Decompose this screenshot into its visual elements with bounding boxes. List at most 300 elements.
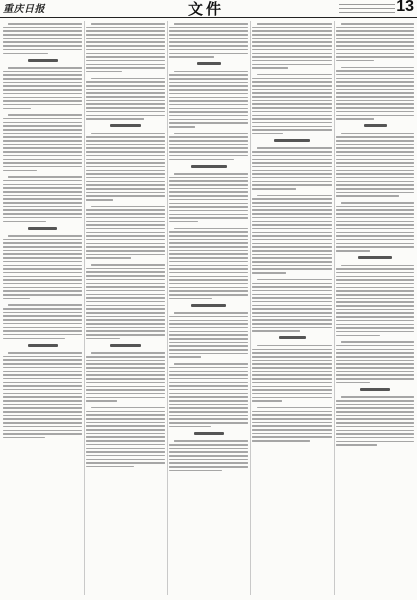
text-line (86, 294, 165, 296)
text-line (86, 53, 165, 55)
text-line (336, 213, 414, 215)
text-line (169, 74, 248, 76)
text-line (86, 170, 165, 172)
text-line (3, 155, 82, 157)
section-heading (252, 335, 332, 341)
text-line (252, 411, 332, 413)
text-line (252, 312, 332, 314)
text-line (336, 224, 414, 226)
text-line (3, 356, 82, 358)
text-line (3, 411, 82, 413)
text-line (174, 71, 248, 73)
text-line (174, 173, 248, 175)
text-line (336, 441, 414, 443)
heading-text-placeholder (28, 59, 58, 62)
text-line (252, 85, 332, 87)
text-line (86, 243, 165, 245)
text-line (336, 290, 414, 292)
column-divider (250, 21, 251, 595)
text-line (252, 159, 332, 161)
text-line (169, 93, 248, 95)
text-line (86, 305, 165, 307)
text-line (169, 203, 248, 205)
text-line (86, 316, 165, 318)
text-line (252, 429, 332, 431)
text-line (336, 374, 414, 376)
text-line (169, 144, 248, 146)
text-line (341, 133, 414, 135)
text-line (86, 323, 165, 325)
text-line (252, 221, 332, 223)
heading-text-placeholder (28, 227, 57, 230)
column-4 (252, 21, 332, 597)
text-line (336, 404, 414, 406)
text-line (3, 363, 82, 365)
section-heading (86, 342, 165, 348)
text-line (336, 162, 414, 164)
text-line (336, 206, 414, 208)
text-line (169, 444, 248, 446)
text-line (86, 268, 165, 270)
text-line (169, 239, 248, 241)
text-line (336, 363, 414, 365)
heading-text-placeholder (358, 256, 392, 259)
text-line (252, 290, 332, 292)
text-line (336, 298, 414, 300)
text-line (252, 45, 332, 47)
text-line (336, 192, 414, 194)
page-number: 13 (396, 0, 414, 15)
text-line (91, 407, 165, 409)
text-line (336, 181, 414, 183)
text-line (257, 407, 332, 409)
text-line (3, 367, 82, 369)
text-line (336, 45, 414, 47)
text-line (3, 144, 82, 146)
text-line (169, 235, 248, 237)
text-line (3, 400, 82, 402)
text-line (3, 30, 82, 32)
text-line (169, 27, 248, 29)
column-5 (336, 21, 414, 597)
text-line (169, 155, 248, 157)
text-line (252, 206, 332, 208)
text-line (341, 67, 414, 69)
heading-text-placeholder (197, 62, 221, 65)
text-line (3, 170, 37, 172)
text-line (3, 191, 82, 193)
text-line (341, 202, 414, 204)
text-line (169, 382, 248, 384)
text-line (252, 374, 332, 376)
text-line (86, 195, 165, 197)
text-line (3, 308, 82, 310)
text-line (169, 242, 248, 244)
text-line (336, 411, 414, 413)
text-line (336, 100, 414, 102)
text-line (169, 279, 248, 281)
text-line (86, 209, 165, 211)
text-line (336, 140, 414, 142)
text-line (336, 188, 414, 190)
text-line (169, 276, 248, 278)
text-line (3, 104, 82, 106)
text-line (336, 85, 414, 87)
text-line (86, 400, 117, 402)
text-line (169, 177, 248, 179)
text-line (3, 27, 82, 29)
text-line (252, 155, 332, 157)
text-line (252, 400, 282, 402)
text-line (336, 327, 414, 329)
text-line (3, 426, 82, 428)
text-line (252, 389, 332, 391)
section-heading (3, 225, 82, 231)
text-line (86, 107, 165, 109)
text-line (336, 349, 414, 351)
text-line (3, 290, 82, 292)
text-line (336, 400, 414, 402)
section-heading (169, 302, 248, 308)
text-line (336, 268, 414, 270)
text-line (169, 342, 248, 344)
text-line (252, 393, 332, 395)
text-line (3, 312, 82, 314)
text-line (86, 224, 165, 226)
text-line (86, 436, 165, 438)
text-line (252, 96, 332, 98)
text-line (252, 60, 332, 62)
text-line (252, 422, 332, 424)
text-line (3, 396, 82, 398)
text-line (3, 298, 30, 300)
text-line (252, 257, 332, 259)
text-line (336, 356, 414, 358)
text-line (3, 49, 82, 51)
text-line (169, 214, 248, 216)
column-1 (3, 21, 82, 597)
text-line (86, 111, 165, 113)
text-line (169, 389, 248, 391)
text-line (336, 34, 414, 36)
text-line (252, 27, 332, 29)
text-line (336, 151, 414, 153)
text-line (3, 323, 82, 325)
text-line (336, 195, 399, 197)
text-line (86, 27, 165, 29)
text-line (252, 224, 332, 226)
text-line (336, 430, 414, 432)
text-line (169, 53, 248, 55)
text-line (86, 374, 165, 376)
text-line (336, 352, 414, 354)
text-line (86, 459, 165, 461)
text-line (169, 345, 248, 347)
text-line (336, 360, 414, 362)
text-line (169, 140, 248, 142)
column-divider (84, 21, 85, 595)
text-line (3, 159, 82, 161)
text-line (169, 231, 248, 233)
text-line (86, 334, 165, 336)
text-line (336, 155, 414, 157)
column-2 (86, 21, 165, 597)
text-line (252, 323, 332, 325)
text-line (3, 195, 82, 197)
text-line (3, 118, 82, 120)
text-line (86, 319, 165, 321)
text-line (86, 159, 165, 161)
text-line (86, 312, 165, 314)
text-line (3, 283, 82, 285)
text-line (86, 60, 165, 62)
text-line (252, 64, 332, 66)
text-line (3, 97, 82, 99)
text-line (257, 195, 332, 197)
text-line (86, 151, 165, 153)
text-line (86, 297, 165, 299)
text-line (252, 261, 332, 263)
text-line (86, 356, 165, 358)
text-line (169, 253, 248, 255)
section-heading (3, 342, 82, 348)
text-line (3, 133, 82, 135)
text-line (3, 45, 82, 47)
text-line (3, 108, 31, 110)
text-line (86, 271, 165, 273)
text-line (252, 382, 332, 384)
issue-info-line (339, 12, 395, 13)
text-line (86, 140, 165, 142)
text-line (86, 173, 165, 175)
text-line (169, 393, 248, 395)
text-line (252, 115, 332, 117)
text-line (252, 297, 332, 299)
paper-name: 重庆日报 (3, 4, 45, 15)
text-line (336, 305, 414, 307)
text-line (86, 448, 165, 450)
text-line (86, 308, 165, 310)
text-line (252, 177, 332, 179)
text-line (169, 462, 248, 464)
text-line (3, 327, 82, 329)
text-line (86, 177, 165, 179)
text-line (86, 327, 165, 329)
text-line (169, 323, 248, 325)
text-line (252, 129, 332, 131)
text-line (3, 261, 82, 263)
text-line (252, 265, 332, 267)
heading-text-placeholder (364, 124, 387, 127)
text-line (169, 261, 248, 263)
text-line (3, 404, 82, 406)
text-line (252, 56, 332, 58)
text-line (336, 407, 414, 409)
text-line (86, 389, 165, 391)
text-line (86, 250, 165, 252)
text-line (336, 184, 414, 186)
text-line (86, 71, 122, 73)
text-line (336, 92, 414, 94)
text-line (3, 268, 82, 270)
text-line (3, 74, 82, 76)
text-line (169, 188, 248, 190)
text-line (169, 283, 248, 285)
text-line (3, 41, 82, 43)
text-line (336, 38, 414, 40)
text-line (169, 104, 248, 106)
text-line (169, 294, 248, 296)
text-line (86, 213, 165, 215)
text-line (169, 422, 248, 424)
text-line (8, 114, 82, 116)
text-line (336, 166, 414, 168)
text-line (252, 41, 332, 43)
masthead (0, 0, 417, 18)
text-line (169, 147, 248, 149)
text-line (336, 444, 377, 446)
text-line (3, 276, 82, 278)
text-line (252, 330, 300, 332)
text-line (169, 199, 248, 201)
heading-text-placeholder (274, 139, 310, 142)
text-line (341, 396, 414, 398)
text-line (3, 198, 82, 200)
text-line (336, 367, 414, 369)
text-line (252, 294, 332, 296)
text-line (336, 177, 414, 179)
text-line (169, 320, 248, 322)
text-line (169, 250, 248, 252)
text-line (3, 272, 82, 274)
text-line (3, 89, 82, 91)
text-line (86, 89, 165, 91)
text-line (3, 385, 82, 387)
text-line (86, 45, 165, 47)
text-line (86, 301, 165, 303)
text-line (252, 228, 332, 230)
text-line (169, 385, 248, 387)
text-line (336, 70, 414, 72)
text-line (8, 304, 82, 306)
text-line (86, 429, 165, 431)
text-line (86, 144, 165, 146)
text-line (169, 85, 248, 87)
text-line (169, 426, 211, 428)
text-line (3, 125, 82, 127)
text-line (3, 407, 82, 409)
text-line (169, 470, 222, 472)
text-line (169, 356, 201, 358)
text-line (86, 162, 165, 164)
text-line (336, 415, 414, 417)
text-line (341, 23, 414, 25)
text-line (336, 78, 414, 80)
heading-text-placeholder (191, 304, 226, 307)
text-line (169, 184, 248, 186)
text-line (169, 82, 248, 84)
text-line (252, 217, 332, 219)
text-line (3, 239, 82, 241)
section-heading (86, 123, 165, 129)
text-line (3, 34, 82, 36)
text-line (341, 341, 414, 343)
text-line (252, 107, 332, 109)
text-line (8, 67, 82, 69)
text-line (86, 455, 165, 457)
text-line (8, 235, 82, 237)
text-line (169, 159, 234, 161)
text-line (3, 136, 82, 138)
text-line (169, 257, 248, 259)
text-line (3, 315, 82, 317)
text-line (86, 397, 165, 399)
text-line (252, 170, 332, 172)
text-line (91, 23, 165, 25)
text-line (169, 378, 248, 380)
text-line (3, 378, 82, 380)
text-line (169, 78, 248, 80)
column-divider (334, 21, 335, 595)
text-line (3, 184, 82, 186)
text-line (169, 97, 248, 99)
text-line (174, 23, 248, 25)
text-line (252, 327, 332, 329)
text-line (336, 107, 414, 109)
text-line (336, 173, 414, 175)
text-line (169, 34, 248, 36)
text-line (3, 294, 82, 296)
text-line (3, 393, 82, 395)
text-line (86, 228, 165, 230)
text-line (336, 250, 370, 252)
text-line (252, 250, 332, 252)
text-line (169, 451, 248, 453)
text-line (252, 239, 332, 241)
text-line (86, 199, 113, 201)
text-line (169, 56, 214, 58)
text-line (336, 294, 414, 296)
text-line (336, 89, 414, 91)
text-line (169, 404, 248, 406)
text-line (3, 206, 82, 208)
text-line (3, 213, 82, 215)
text-line (174, 228, 248, 230)
text-line (86, 279, 165, 281)
text-line (336, 56, 414, 58)
text-line (3, 319, 82, 321)
text-line (169, 331, 248, 333)
text-line (169, 119, 248, 121)
text-line (3, 437, 45, 439)
text-line (86, 103, 165, 105)
text-line (91, 264, 165, 266)
text-line (252, 272, 286, 274)
text-line (169, 400, 248, 402)
text-line (252, 301, 332, 303)
text-line (3, 162, 82, 164)
text-line (3, 221, 46, 223)
text-line (86, 136, 165, 138)
text-line (252, 436, 332, 438)
text-line (252, 305, 332, 307)
text-line (86, 411, 165, 413)
text-line (169, 108, 248, 110)
column-3 (169, 21, 248, 597)
text-line (336, 279, 414, 281)
text-line (169, 415, 248, 417)
text-line (86, 92, 165, 94)
